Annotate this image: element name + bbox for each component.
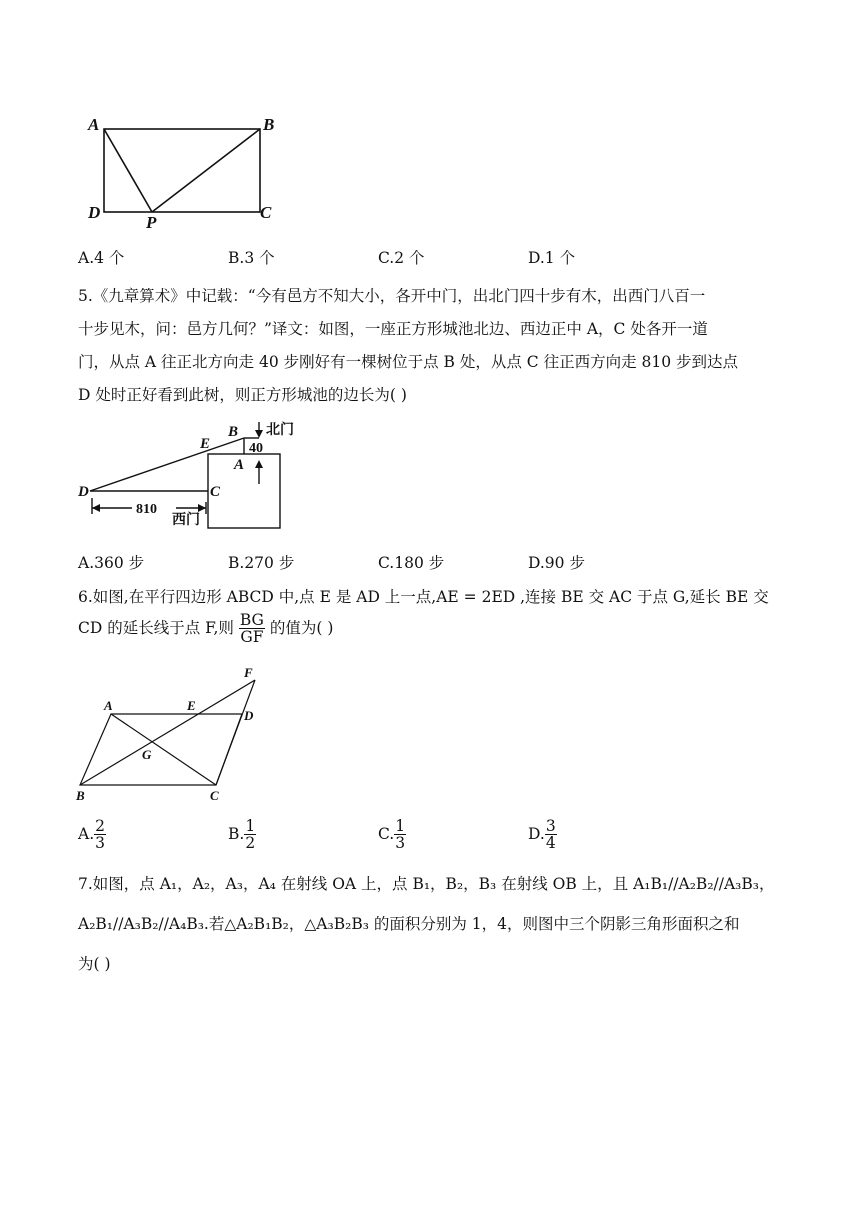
north-gate-label: 北门 [266,423,294,438]
q6-option-b[interactable] [228,818,256,852]
label-C: C [260,203,272,222]
q6-option-d-den: 4 [545,834,556,853]
q6-option-a[interactable] [78,818,106,852]
q4-option-c[interactable]: C.2 个 [378,249,425,267]
q4-option-a[interactable]: A.4 个 [78,249,125,267]
q6-option-d-num: 3 [545,817,556,835]
q6-option-b-num: 1 [245,817,256,835]
label-P: P [146,213,157,232]
label-B: B [76,788,85,803]
label-C: C [210,484,221,500]
q4-figure [80,110,290,230]
diagonal-ac [111,714,216,785]
q6-line-2-post: 的值为( ) [269,618,334,637]
q6-fraction [239,612,265,646]
q4-option-d[interactable]: D.1 个 [528,249,576,267]
dist-40: 40 [249,441,263,456]
label-D: D [244,708,254,723]
line-cf [216,680,255,785]
dim-left-head [92,504,100,512]
q6-option-a-den: 3 [95,834,105,853]
label-B: B [228,424,239,440]
q5-line-2: 十步见木，问：邑方几何？”译文：如图，一座正方形城池北边、西边正中 A，C 处各开一道 [78,320,708,338]
segment-ap [104,129,152,212]
q7-line-3: 为( ) [78,955,111,973]
label-D: D [88,203,101,222]
q5-option-d[interactable]: D.90 步 [528,554,585,572]
dist-810: 810 [136,502,157,517]
label-D: D [78,484,89,500]
segment-bp [152,129,260,212]
q5-option-c[interactable]: C.180 步 [378,554,445,572]
q6-options [78,818,778,862]
q6-option-b-den: 2 [245,834,256,853]
q4-options [78,246,778,270]
q4-option-b[interactable]: B.3 个 [228,249,275,267]
west-gate-label: 西门 [172,513,200,528]
q6-option-a-num: 2 [95,817,105,835]
q6-figure [74,662,274,804]
q6-frac-num: BG [239,611,264,629]
label-A: A [88,115,100,134]
q5-line-3: 门，从点 A 往正北方向走 40 步刚好有一棵树位于点 B 处，从点 C 往正西方向走 810 步到达点 [78,353,739,371]
dim-right-head [198,504,206,512]
label-C: C [210,788,219,803]
q7-line-1: 7.如图，点 A₁，A₂，A₃，A₄ 在射线 OA 上，点 B₁，B₂，B₃ 在射线 OB 上，且 A₁B₁//A₂B₂//A₃B₃， [78,875,775,893]
q6-option-c-num: 1 [395,817,406,835]
q6-line-1: 6.如图,在平行四边形 ABCD 中,点 E 是 AD 上一点,AE = 2ED ,连接 BE 交 AC 于点 G,延长 BE 交 [78,588,769,606]
q5-figure [76,418,316,533]
label-E: E [187,698,196,713]
north-arrow-head [255,430,263,438]
q6-option-a-prefix: A. [78,824,95,843]
q5-option-b[interactable]: B.270 步 [228,554,295,572]
label-F: F [244,665,253,680]
q6-option-d[interactable] [528,818,557,852]
q6-line-2 [78,612,333,646]
arrow-up-head [255,460,263,468]
q6-frac-den: GF [240,628,264,647]
label-G: G [142,747,152,762]
q5-option-a[interactable]: A.360 步 [78,554,145,572]
label-E: E [200,436,211,452]
label-A: A [234,457,245,473]
q6-option-c-den: 3 [395,834,406,853]
line-bf [80,680,255,785]
line-db [90,438,244,491]
q6-line-2-pre: CD 的延长线于点 F,则 [78,618,234,637]
parallelogram-abcd [80,714,242,785]
label-B: B [263,115,275,134]
q5-options [78,551,778,575]
q7-line-2: A₂B₁//A₃B₂//A₄B₃.若△A₂B₁B₂，△A₃B₂B₃ 的面积分别为 1，4，则图中三个阴影三角形面积之和 [78,915,740,933]
q5-line-4: D 处时正好看到此树，则正方形城池的边长为( ) [78,386,407,404]
q6-option-c[interactable] [378,818,406,852]
q6-option-d-prefix: D. [528,824,545,843]
q6-option-b-prefix: B. [228,824,245,843]
q5-line-1: 5.《九章算术》中记载：“今有邑方不知大小，各开中门，出北门四十步有木，出西门八百一 [78,287,706,305]
label-A: A [104,698,113,713]
q6-option-c-prefix: C. [378,824,395,843]
